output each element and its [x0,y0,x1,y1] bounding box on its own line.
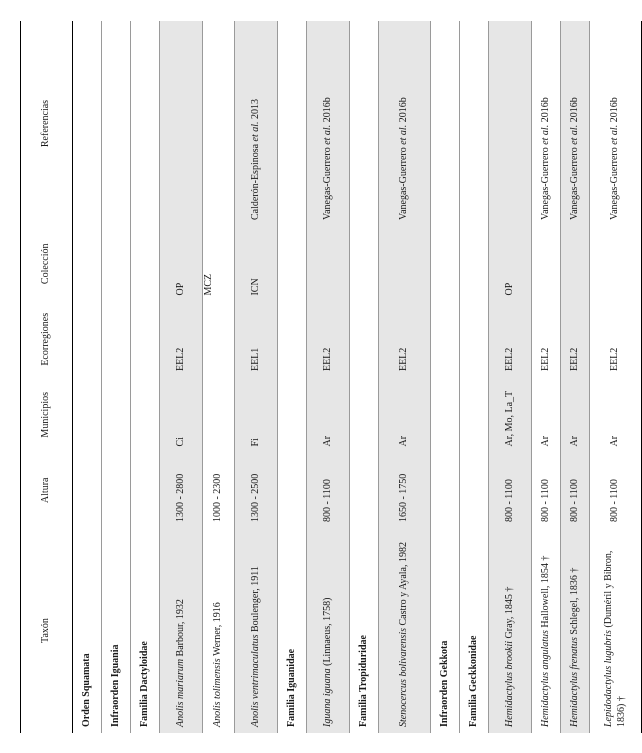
et-al-text: et al. [321,124,333,145]
taxon-cell [532,528,561,733]
taxon-cell [489,528,532,733]
species-author: Schlegel, 1836 † [568,567,580,638]
group-label: Familia Tropiduridae [350,21,379,733]
referencias-cell: Vanegas-Guerrero et al. 2016b [379,21,431,226]
species-row [590,21,642,733]
header-altura: Altura [40,477,52,504]
municipios-cell [203,377,235,453]
referencias-cell: Vanegas-Guerrero et al. 2016b [307,21,350,226]
coleccion-cell [561,226,590,302]
altura-cell: 800 - 1100 [609,479,621,523]
ecorregiones-cell: EEL2 [539,347,551,372]
species-row [235,21,278,733]
species-name: Stenocercus bolivarensis [398,628,410,727]
ecorregiones-cell: EEL2 [160,302,203,378]
group-row [431,21,460,733]
species-row [489,21,532,733]
municipios-cell: Ar [307,377,350,453]
ecorregiones-cell [203,302,235,378]
species-name: Hemidactylus brookii [503,640,515,727]
altura-cell: 1300 - 2800 [160,453,203,529]
referencias-cell: Vanegas-Guerrero et al. 2016b [609,97,621,221]
coleccion-cell: MCZ [203,273,214,296]
et-al-text: et al. [249,121,261,142]
coleccion-cell: OP [160,226,203,302]
et-al-text: et al. [539,124,551,145]
taxon-cell [561,528,590,733]
et-al-text: et al. [609,124,621,145]
municipios-cell: Ar [609,435,621,447]
taxon-cell [160,528,203,733]
table-body [73,21,642,733]
taxon-cell [203,528,235,733]
altura-cell: 1300 - 2500 [235,453,278,529]
taxon-cell [590,528,642,733]
coleccion-cell [590,226,642,302]
referencias-cell: Calderón-Espinosa et al. 2013 [235,21,278,226]
municipios-cell: Ar, Mo, La_T [489,377,532,453]
altura-cell: 800 - 1100 [489,453,532,529]
group-label: Infraorden Gekkota [431,21,460,733]
header-ecorregiones: Ecorregiones [40,312,52,366]
altura-cell: 1000 - 2300 [212,473,224,523]
species-author: (Duméril y Bibron, 1836) † [603,550,627,727]
group-label: Infraorden Iguania [102,21,131,733]
altura-cell: 800 - 1100 [561,453,590,529]
ecorregiones-cell: EEL1 [235,302,278,378]
species-author: Werner, 1916 [212,602,224,659]
table-header-row [21,21,73,733]
group-row [278,21,307,733]
rotated-table-page [20,21,627,733]
group-row [350,21,379,733]
species-row [379,21,431,733]
species-author: Hallowell, 1854 † [539,555,551,631]
species-author: Gray, 1845 † [503,586,515,641]
et-al-text: et al. [568,124,580,145]
ecorregiones-cell: EEL2 [609,347,621,372]
species-row [532,21,561,733]
municipios-cell: Ar [379,377,431,453]
referencias-cell [489,21,532,226]
altura-cell: 800 - 1100 [307,453,350,529]
coleccion-cell [379,226,431,302]
group-row [460,21,489,733]
species-author: (Linnaeus, 1758) [321,597,333,669]
group-row [102,21,131,733]
header-municipios: Municipios [40,392,52,438]
referencias-cell: Vanegas-Guerrero et al. 2016b [539,97,551,221]
header-coleccion: Colección [40,243,52,285]
species-name: Iguana iguana [321,668,333,727]
altura-cell: 800 - 1100 [539,479,551,523]
ecorregiones-cell: EEL2 [561,302,590,378]
et-al-text: et al. [398,124,410,145]
species-row [307,21,350,733]
referencias-cell [160,21,203,226]
referencias-cell: Vanegas-Guerrero et al. 2016b [561,21,590,226]
species-name: Hemidactylus frenatus [568,637,580,727]
group-row [131,21,160,733]
group-row [73,21,102,733]
group-label: Orden Squamata [73,21,102,733]
municipios-cell: Ci [160,377,203,453]
coleccion-cell: OP [489,226,532,302]
header-taxon: Taxón [40,618,52,643]
coleccion-cell [307,226,350,302]
ecorregiones-cell: EEL2 [307,302,350,378]
taxon-cell [235,528,278,733]
coleccion-cell: ICN [235,226,278,302]
group-label: Familia Iguanidae [278,21,307,733]
ecorregiones-cell: EEL2 [489,302,532,378]
species-author: Castro y Ayala, 1982 [398,542,410,629]
header-referencias: Referencias [40,99,52,148]
municipios-cell: Fi [235,377,278,453]
taxon-cell [379,528,431,733]
species-name: Anolis mariarum [174,658,186,727]
species-name: Anolis ventrimaculatus [249,634,261,727]
species-author: Barbour, 1932 [174,599,186,659]
species-name: Anolis tolimensis [212,658,224,727]
species-table [20,21,642,733]
coleccion-cell [532,226,561,302]
species-name: Lepidodactylus lugubris [603,630,614,727]
taxon-cell [307,528,350,733]
species-row [561,21,590,733]
ecorregiones-cell: EEL2 [379,302,431,378]
group-label: Familia Dactyloidae [131,21,160,733]
municipios-cell: Ar [561,377,590,453]
referencias-cell [203,21,235,226]
group-label: Familia Geckkonidae [460,21,489,733]
species-row [160,21,203,733]
species-author: Boulenger, 1911 [249,566,261,635]
altura-cell: 1650 - 1750 [379,453,431,529]
species-name: Hemidactylus angulatus [539,630,551,727]
species-row [203,21,235,733]
municipios-cell: Ar [539,435,551,447]
